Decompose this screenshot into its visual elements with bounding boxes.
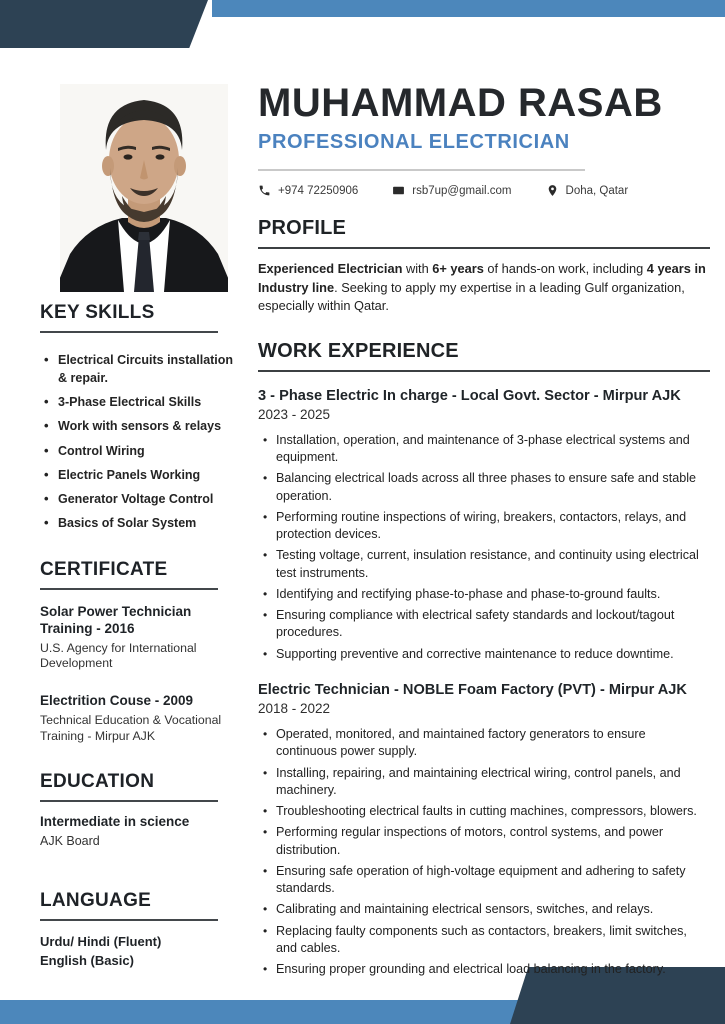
phone-number: +974 72250906	[278, 184, 359, 197]
certificate-entry	[40, 604, 238, 671]
skill-item: • Electric Panels Working	[40, 466, 238, 484]
profile-segment: . Seeking to apply my expertise in a leading Gulf organization, especially within Qatar.	[258, 279, 685, 314]
language-item: Urdu/ Hindi (Fluent)	[40, 934, 162, 950]
education-rule	[40, 800, 218, 802]
skill-item: • Basics of Solar System	[40, 514, 238, 532]
language-heading: LANGUAGE	[40, 890, 152, 912]
contact-phone	[258, 184, 358, 197]
education-heading: EDUCATION	[40, 771, 155, 793]
candidate-title: PROFESSIONAL ELECTRICIAN	[258, 131, 570, 153]
sidebar	[40, 302, 238, 998]
bullet-item: • Supporting preventive and corrective maintenance to reduce downtime.	[258, 646, 710, 663]
certificate-org: U.S. Agency for International Development	[40, 640, 197, 671]
language-list	[40, 933, 238, 971]
top-right-blue-strip	[212, 0, 725, 17]
profile-segment: 6+ years	[432, 261, 484, 276]
profile-segment: with	[402, 261, 433, 276]
bullet-item: • Identifying and rectifying phase-to-phase and phase-to-ground faults.	[258, 586, 710, 603]
skill-item: • Work with sensors & relays	[40, 417, 238, 435]
job-entry	[258, 387, 710, 663]
top-left-navy-band	[0, 0, 208, 48]
certificate-title: Solar Power Technician Training - 2016	[40, 604, 192, 636]
bullet-item: • Performing regular inspections of motors, control systems, and power distribution.	[258, 824, 710, 859]
work-experience-rule	[258, 370, 710, 372]
bullet-item: • Ensuring compliance with electrical safety standards and lockout/tagout procedures.	[258, 607, 710, 642]
profile-photo	[60, 84, 228, 292]
education-section	[40, 771, 238, 848]
skill-item: • Electrical Circuits installation & repair.	[40, 351, 238, 387]
job-dates: 2023 - 2025	[258, 406, 331, 422]
bullet-item: • Troubleshooting electrical faults in cutting machines, compressors, blowers.	[258, 803, 710, 820]
bullet-item: • Calibrating and maintaining electrical sensors, switches, and relays.	[258, 901, 710, 918]
job-bullet-list	[258, 726, 710, 978]
main-column	[258, 82, 710, 982]
profile-segment: of hands-on work, including	[483, 261, 647, 276]
profile-segment: 4 years in Industry line	[258, 261, 706, 295]
work-experience-heading: WORK EXPERIENCE	[258, 339, 459, 362]
skill-item: • Generator Voltage Control	[40, 490, 238, 508]
language-item: English (Basic)	[40, 952, 134, 968]
bullet-item: • Testing voltage, current, insulation resistance, and continuity using electrical test instruments.	[258, 547, 710, 582]
certificate-section	[40, 559, 238, 744]
phone-icon	[258, 184, 271, 197]
key-skills-heading: KEY SKILLS	[40, 302, 155, 323]
profile-segment: Experienced Electrician	[258, 261, 403, 276]
skill-item: • Control Wiring	[40, 442, 238, 460]
bullet-item: • Operated, monitored, and maintained factory generators to ensure continuous power supply.	[258, 726, 710, 761]
profile-summary	[258, 260, 710, 316]
bullet-item: • Performing routine inspections of wiring, breakers, contactors, relays, and protection devices.	[258, 509, 710, 544]
bullet-item: • Installing, repairing, and maintaining electrical wiring, control panels, and machinery.	[258, 765, 710, 800]
bullet-item: • Ensuring safe operation of high-voltage equipment and adhering to safety standards.	[258, 863, 710, 898]
header-rule	[258, 169, 585, 171]
location-text: Doha, Qatar	[565, 184, 629, 197]
bullet-item: • Balancing electrical loads across all three phases to ensure safe and stable operation.	[258, 470, 710, 505]
certificate-heading: CERTIFICATE	[40, 559, 168, 580]
job-title: 3 - Phase Electric In charge - Local Govt. Sector - Mirpur AJK	[258, 387, 681, 404]
contact-email	[392, 184, 511, 197]
bullet-item: • Installation, operation, and maintenance of 3-phase electrical systems and equipment.	[258, 432, 710, 467]
education-degree: Intermediate in science	[40, 814, 190, 830]
certificate-rule	[40, 588, 218, 590]
key-skills-rule	[40, 331, 218, 333]
certificate-title: Electrition Couse - 2009	[40, 693, 194, 709]
profile-heading: PROFILE	[258, 217, 347, 239]
candidate-name: MUHAMMAD RASAB	[258, 81, 663, 125]
job-entry	[258, 681, 710, 978]
certificate-entry	[40, 693, 238, 744]
job-dates: 2018 - 2022	[258, 701, 331, 717]
key-skills-list	[40, 351, 238, 532]
map-pin-icon	[546, 184, 559, 197]
job-bullet-list	[258, 432, 710, 663]
profile-section	[258, 217, 710, 316]
contact-row	[258, 184, 710, 197]
portrait-illustration	[60, 84, 228, 292]
language-rule	[40, 919, 218, 921]
skill-item: • 3-Phase Electrical Skills	[40, 393, 238, 411]
email-address: rsb7up@gmail.com	[412, 184, 512, 197]
key-skills-section	[40, 302, 238, 532]
job-title: Electric Technician - NOBLE Foam Factory (PVT) - Mirpur AJK	[258, 681, 687, 698]
envelope-icon	[392, 184, 405, 197]
work-experience-section	[258, 340, 710, 979]
certificate-org: Technical Education & Vocational Training - Mirpur AJK	[40, 713, 222, 743]
bullet-item: • Replacing faulty components such as contactors, breakers, limit switches, and cables.	[258, 923, 710, 958]
profile-rule	[258, 247, 710, 249]
education-board: AJK Board	[40, 834, 100, 849]
bullet-item: • Ensuring proper grounding and electrical load balancing in the factory.	[258, 961, 710, 978]
contact-location	[546, 184, 629, 197]
language-section	[40, 890, 238, 971]
